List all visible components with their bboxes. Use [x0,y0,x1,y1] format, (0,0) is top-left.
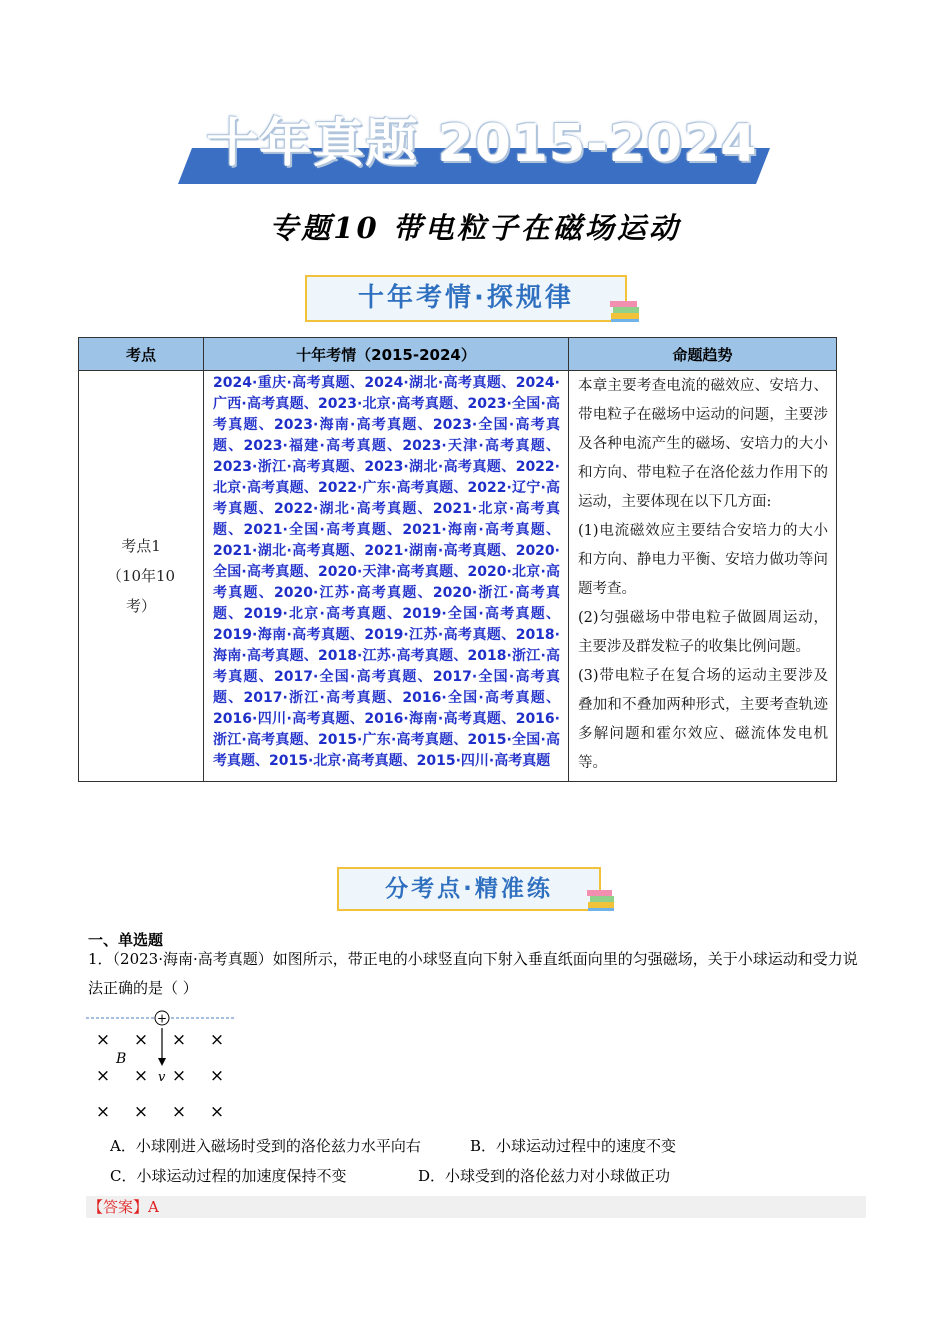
field-cross: × [95,1066,111,1086]
field-cross: × [171,1066,187,1086]
answer-label: 【答案】 [88,1198,149,1216]
books-icon [585,888,617,913]
field-cross: × [209,1102,225,1122]
field-label-b: B [116,1051,127,1067]
option-c: C．小球运动过程的加速度保持不变 [110,1167,347,1185]
field-cross: × [95,1030,111,1050]
option-a: A．小球刚进入磁场时受到的洛伦兹力水平向右 [110,1137,421,1155]
section-header-practice [337,867,601,911]
header-trend: 命题趋势 [569,338,837,371]
point-note: （10年10考） [106,567,176,615]
answer-value: A [148,1198,159,1216]
field-cross: × [209,1066,225,1086]
history-cell: 2024·重庆·高考真题、2024·湖北·高考真题、2024·广西·高考真题、2023·北京·高考真题、2023·全国·高考真题、2023·海南·高考真题、2023·全国·高考真题、2023·福建·高考真题、2023·天津·高考真题、2023·浙江·高考真题、2023·湖北·高考真题、2022·北京·高考真题、2022·广东·高考真题、2022·辽宁·高考真题、2022·湖北·高考真题、2021·北京·高考真题、2021·全国·高考真题、2021·海南·高考真题、2021·湖北·高考真题、2021·湖南·高考真题、2020·全国·高考真题、2020·天津·高考真题、2020·北京·高考真题、2020·江苏·高考真题、2020·浙江·高考真题、2019·北京·高考真题、2019·全国·高考真题、2019·海南·高考真题、2019·江苏·高考真题、2018·海南·高考真题、2018·江苏·高考真题、2018·浙江·高考真题、2017·全国·高考真题、2017·全国·高考真题、2017·浙江·高考真题、2016·全国·高考真题、2016·四川·高考真题、2016·海南·高考真题、2016·浙江·高考真题、2015·广东·高考真题、2015·全国·高考真题、2015·北京·高考真题、2015·四川·高考真题 [204,371,569,782]
question-section-heading: 一、单选题 [88,931,164,949]
trend-point-1: (1)电流磁效应主要结合安培力的大小和方向、静电力平衡、安培力做功等问题考查。 [578,523,828,597]
field-cross: × [171,1102,187,1122]
field-cross: × [209,1030,225,1050]
header-history: 十年考情（2015-2024） [204,338,569,371]
trend-cell [569,371,837,782]
table-header-row [79,338,837,371]
field-cross: × [133,1030,149,1050]
trend-point-2: (2)匀强磁场中带电粒子做圆周运动，主要涉及群发粒子的收集比例问题。 [578,610,828,655]
exam-summary-table [78,337,837,782]
field-cross: × [95,1102,111,1122]
question-stem: 1．（2023·海南·高考真题）如图所示，带正电的小球竖直向下射入垂直纸面向里的匀强磁场，关于小球运动和受力说法正确的是（ ） [88,950,858,997]
section-header-practice-label: 分考点·精准练 [385,876,553,902]
svg-text:+: + [156,1011,168,1026]
section-header-trends-label: 十年考情·探规律 [358,283,574,313]
field-cross: × [171,1030,187,1050]
title-banner [178,112,778,186]
point-name: 考点1 [121,537,161,555]
topic-title: 专题10 带电粒子在磁场运动 [269,211,681,245]
trend-point-3: (3)带电粒子在复合场的运动主要涉及叠加和不叠加两种形式，主要考查轨迹多解问题和霍尔效应、磁流体发电机等。 [578,668,828,771]
point-cell [79,371,204,782]
banner-title: 十年真题 2015-2024 [206,114,758,174]
trend-intro: 本章主要考查电流的磁效应、安培力、带电粒子在磁场中运动的问题，主要涉及各种电流产生的磁场、安培力的大小和方向、带电粒子在洛伦兹力作用下的运动，主要体现在以下几方面: [578,378,828,510]
section-header-trends [305,275,627,322]
magnetic-field-figure [86,1008,246,1123]
field-cross: × [133,1102,149,1122]
header-point: 考点 [79,338,204,371]
field-cross: × [133,1066,149,1086]
books-icon [608,298,642,324]
answer-bar [86,1196,866,1218]
table-row [79,371,837,782]
option-b: B．小球运动过程中的速度不变 [470,1137,677,1155]
option-d: D．小球受到的洛伦兹力对小球做正功 [418,1167,671,1185]
velocity-label-v: v [158,1070,166,1085]
